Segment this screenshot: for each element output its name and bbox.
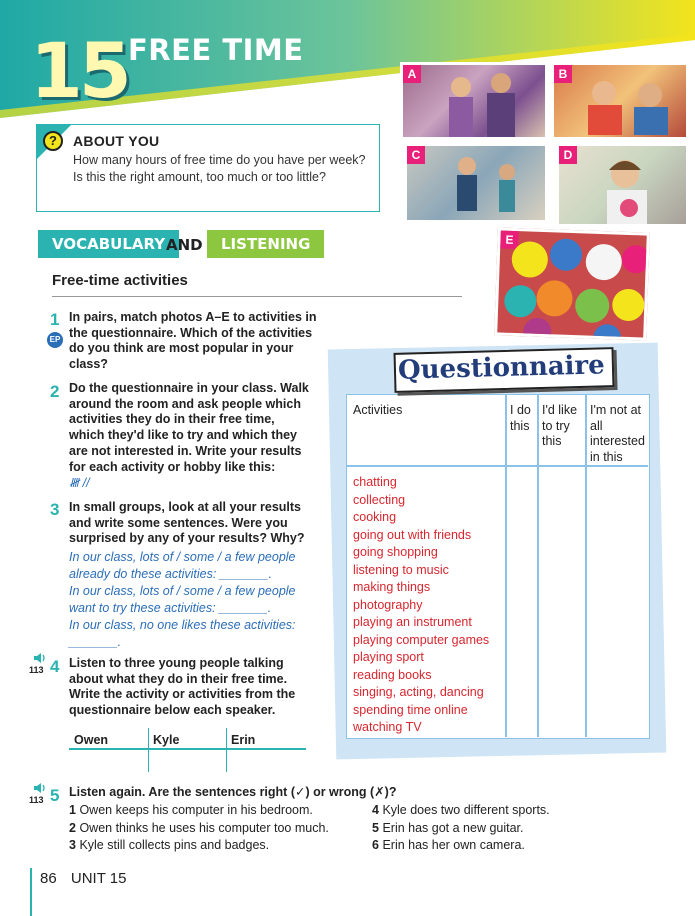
task-2-text xyxy=(69,381,319,492)
col-activities: Activities xyxy=(353,403,403,417)
task-number: 2 xyxy=(50,382,60,401)
gaming-photo-icon xyxy=(574,75,684,137)
unit-label: UNIT 15 xyxy=(70,870,127,887)
about-you-heading: ABOUT YOU xyxy=(73,133,160,149)
activity-item: listening to music xyxy=(353,562,449,577)
statement-number: 4 xyxy=(372,803,379,817)
photo-a xyxy=(400,62,548,140)
photo-label: A xyxy=(403,65,421,83)
activity-item: photography xyxy=(353,597,423,612)
task-line: the questionnaire. Which of the activities xyxy=(69,325,313,340)
listening-tag: LISTENING xyxy=(207,230,324,258)
bowling-photo-icon xyxy=(427,152,537,222)
statement-item xyxy=(69,820,369,838)
task-line: surprised by any of your results? Why? xyxy=(69,531,305,546)
statement-number: 6 xyxy=(372,838,379,852)
activity-item: going shopping xyxy=(353,545,438,559)
ep-badge: EP xyxy=(47,332,63,348)
friends-photo-icon xyxy=(433,73,533,139)
task-4-text xyxy=(69,656,324,719)
speaker-divider xyxy=(226,728,227,772)
task-3-text xyxy=(69,500,324,547)
tally-example: 𝍸 // xyxy=(69,476,90,491)
questionnaire-table xyxy=(346,394,650,739)
statement-number: 5 xyxy=(372,820,379,835)
statement-item xyxy=(372,820,672,838)
task-line: which they'd like to try and which they xyxy=(69,428,298,443)
statement-number: 2 xyxy=(69,820,76,835)
statement-text: Kyle still collects pins and badges. xyxy=(79,838,270,852)
task-3-examples xyxy=(69,549,329,651)
speaker-kyle: Kyle xyxy=(153,733,180,747)
footer-rule xyxy=(30,868,32,916)
example-line: In our class, lots of / some / a few people xyxy=(69,550,296,564)
photo-label: E xyxy=(500,230,519,249)
activity-item: playing computer games xyxy=(353,632,490,647)
col-like-to-try: I'd like to try this xyxy=(542,403,578,448)
photo-b xyxy=(551,62,689,140)
photo-c xyxy=(404,143,548,223)
task-line: In pairs, match photos A–E to activities in xyxy=(69,310,317,324)
activity-item: playing sport xyxy=(353,650,424,664)
statement-number: 1 xyxy=(69,803,76,817)
activity-item: going out with friends xyxy=(353,527,472,542)
photo-label: C xyxy=(407,146,425,164)
about-you-line: How many hours of free time do you have per week? xyxy=(73,153,366,167)
activity-item: watching TV xyxy=(353,720,422,734)
task-number: 4 xyxy=(50,657,60,676)
task-5-left-list xyxy=(69,802,369,855)
example-line: _______. xyxy=(69,635,122,649)
vocabulary-tag: VOCABULARY xyxy=(38,230,179,258)
example-line: In our class, lots of / some / a few people xyxy=(69,584,296,598)
statement-text: Erin has got a new guitar. xyxy=(382,820,524,835)
task-number: 1 xyxy=(50,310,60,329)
audio-icon[interactable] xyxy=(33,652,47,664)
example-line: In our class, no one likes these activities: xyxy=(69,618,296,632)
activity-item: collecting xyxy=(353,492,406,507)
task-5-right-list xyxy=(372,802,672,855)
speaker-erin: Erin xyxy=(231,733,256,747)
question-icon: ? xyxy=(43,131,63,151)
about-you-line: Is this the right amount, too much or too little? xyxy=(73,170,326,184)
task-5-instruction: Listen again. Are the sentences right (✓) or wrong (✗)? xyxy=(69,785,397,799)
header-rule xyxy=(347,465,648,467)
activity-item: making things xyxy=(353,580,431,594)
task-line: questionnaire below each speaker. xyxy=(69,703,276,718)
speaker-owen: Owen xyxy=(74,733,109,747)
activity-item: singing, acting, dancing xyxy=(353,685,484,699)
and-label: AND xyxy=(166,236,203,254)
audio-icon[interactable] xyxy=(33,782,47,794)
task-line: In small groups, look at all your results xyxy=(69,500,302,514)
speaker-divider xyxy=(148,728,149,772)
activity-item: chatting xyxy=(353,475,397,489)
task-line: do you think are most popular in your xyxy=(69,341,294,356)
statement-item xyxy=(372,802,672,820)
task-line: around the room and ask people which xyxy=(69,396,301,411)
task-line: activities they do in their free time, xyxy=(69,412,275,427)
audio-track: 113 xyxy=(29,795,44,805)
column-divider xyxy=(505,395,507,737)
statement-text: Owen thinks he uses his computer too much. xyxy=(79,820,329,835)
photo-d xyxy=(556,143,689,227)
questionnaire-title: Questionnaire xyxy=(397,350,606,386)
unit-title: FREE TIME xyxy=(128,33,304,67)
task-1-text xyxy=(69,310,319,373)
col-i-do-this: I do this xyxy=(510,403,531,433)
task-line: class? xyxy=(69,357,108,372)
task-line: and write some sentences. Were you xyxy=(69,515,288,530)
task-line: Listen to three young people talking xyxy=(69,656,284,670)
task-line: for each activity or hobby like this: xyxy=(69,459,276,474)
task-line: Write the activity or activities from the xyxy=(69,687,296,702)
activity-item: reading books xyxy=(353,667,432,682)
statement-text: Erin has her own camera. xyxy=(382,838,525,852)
statement-text: Kyle does two different sports. xyxy=(382,803,550,817)
about-you-box xyxy=(36,124,380,212)
badges-photo-icon xyxy=(497,230,650,340)
column-divider xyxy=(537,395,539,737)
audio-track: 113 xyxy=(29,665,44,675)
col-not-interested: I'm not at all interested in this xyxy=(590,403,645,464)
task-line: Do the questionnaire in your class. Walk xyxy=(69,381,309,395)
page-footer xyxy=(40,870,126,887)
divider xyxy=(52,296,462,297)
speaker-table-rule xyxy=(69,748,306,750)
unit-number: 15 xyxy=(30,26,128,115)
task-number: 3 xyxy=(50,500,60,519)
photo-label: D xyxy=(559,146,577,164)
statement-text: Owen keeps his computer in his bedroom. xyxy=(79,803,313,817)
activity-item: cooking xyxy=(353,510,397,524)
photo-e xyxy=(494,227,650,340)
statement-item xyxy=(69,802,369,820)
knitting-photo-icon xyxy=(579,152,679,226)
statement-number: 3 xyxy=(69,838,76,852)
task-line: about what they do in their free time. xyxy=(69,671,288,686)
photo-label: B xyxy=(554,65,572,83)
activity-item: playing an instrument xyxy=(353,615,472,629)
statement-item xyxy=(372,837,672,855)
example-line: already do these activities: _______. xyxy=(69,567,272,581)
activity-list xyxy=(353,474,489,737)
page-number: 86 xyxy=(40,870,57,887)
section-subtitle: Free-time activities xyxy=(52,272,188,289)
activity-item: spending time online xyxy=(353,702,468,717)
task-line: are not interested in. Write your results xyxy=(69,443,302,458)
task-number: 5 xyxy=(50,786,60,805)
example-line: want to try these activities: _______. xyxy=(69,601,272,615)
statement-item xyxy=(69,837,369,855)
